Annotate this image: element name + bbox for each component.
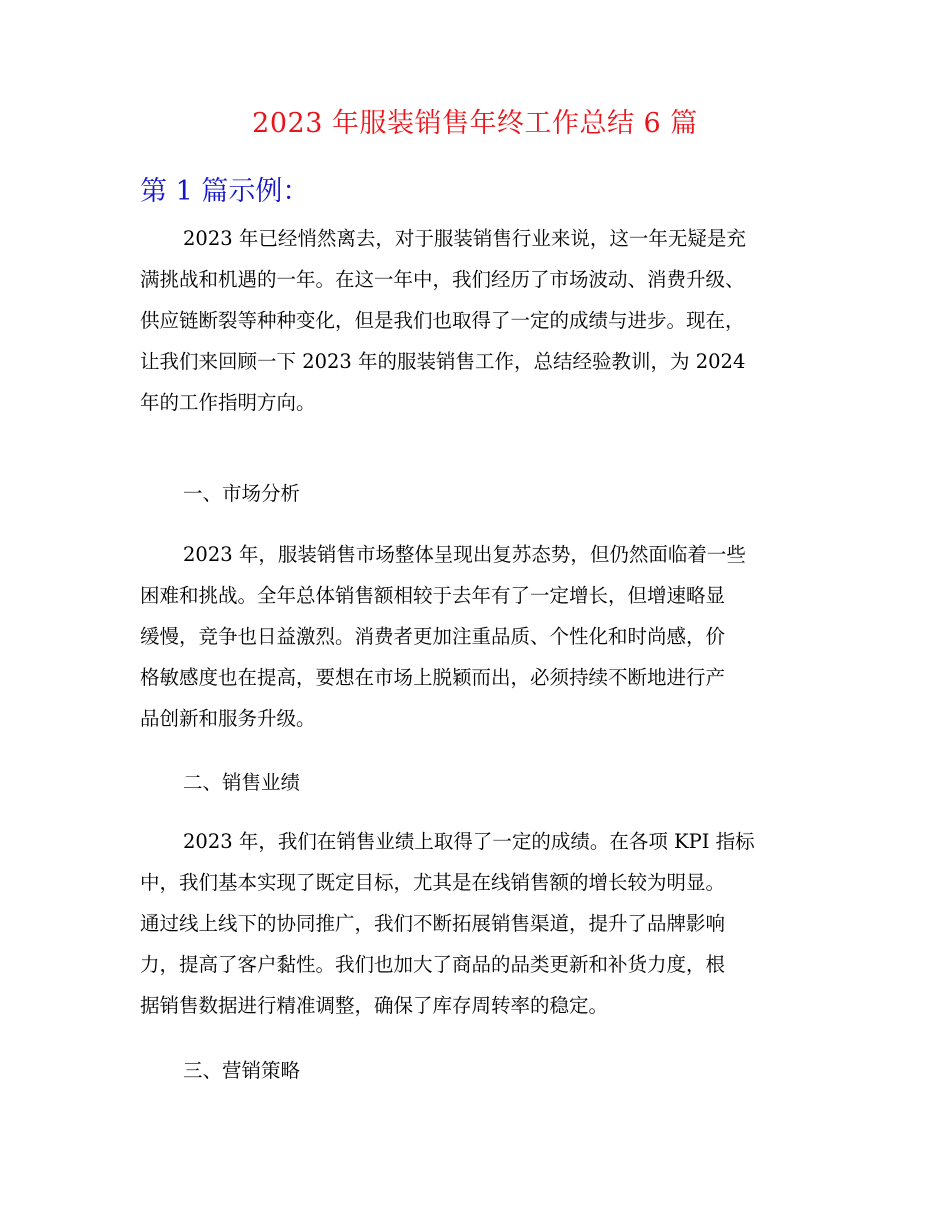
paragraph-line: 2023 年，服装销售市场整体呈现出复苏态势，但仍然面临着一些 [183, 543, 746, 566]
paragraph-line: 年的工作指明方向。 [140, 391, 316, 414]
paragraph-line: 让我们来回顾一下 2023 年的服装销售工作，总结经验教训，为 2024 [140, 350, 746, 373]
paragraph-line: 2023 年已经悄然离去，对于服装销售行业来说，这一年无疑是充 [183, 227, 746, 250]
paragraph-line: 满挑战和机遇的一年。在这一年中，我们经历了市场波动、消费升级、 [140, 268, 745, 291]
paragraph-intro [140, 218, 840, 423]
sub-heading-market-analysis: 一、市场分析 [183, 482, 301, 505]
paragraph-line: 2023 年，我们在销售业绩上取得了一定的成绩。在各项 KPI 指标 [183, 830, 755, 853]
paragraph-line: 据销售数据进行精准调整，确保了库存周转率的稳定。 [140, 994, 609, 1017]
sub-heading-marketing-strategy: 三、营销策略 [183, 1059, 301, 1082]
paragraph-market-analysis [140, 534, 840, 739]
paragraph-line: 供应链断裂等种种变化，但是我们也取得了一定的成绩与进步。现在， [140, 309, 745, 332]
paragraph-line: 中，我们基本实现了既定目标，尤其是在线销售额的增长较为明显。 [140, 871, 726, 894]
paragraph-line: 缓慢，竞争也日益激烈。消费者更加注重品质、个性化和时尚感，价 [140, 625, 726, 648]
paragraph-line: 困难和挑战。全年总体销售额相较于去年有了一定增长，但增速略显 [140, 584, 726, 607]
paragraph-line: 格敏感度也在提高，要想在市场上脱颖而出，必须持续不断地进行产 [140, 666, 726, 689]
sub-heading-sales-performance: 二、销售业绩 [183, 771, 301, 794]
paragraph-sales-performance [140, 821, 840, 1026]
paragraph-line: 通过线上线下的协同推广，我们不断拓展销售渠道，提升了品牌影响 [140, 912, 726, 935]
section-heading: 第 1 篇示例： [140, 176, 310, 207]
paragraph-line: 品创新和服务升级。 [140, 707, 316, 730]
document-title: 2023 年服装销售年终工作总结 6 篇 [252, 108, 698, 139]
paragraph-line: 力，提高了客户黏性。我们也加大了商品的品类更新和补货力度，根 [140, 953, 726, 976]
